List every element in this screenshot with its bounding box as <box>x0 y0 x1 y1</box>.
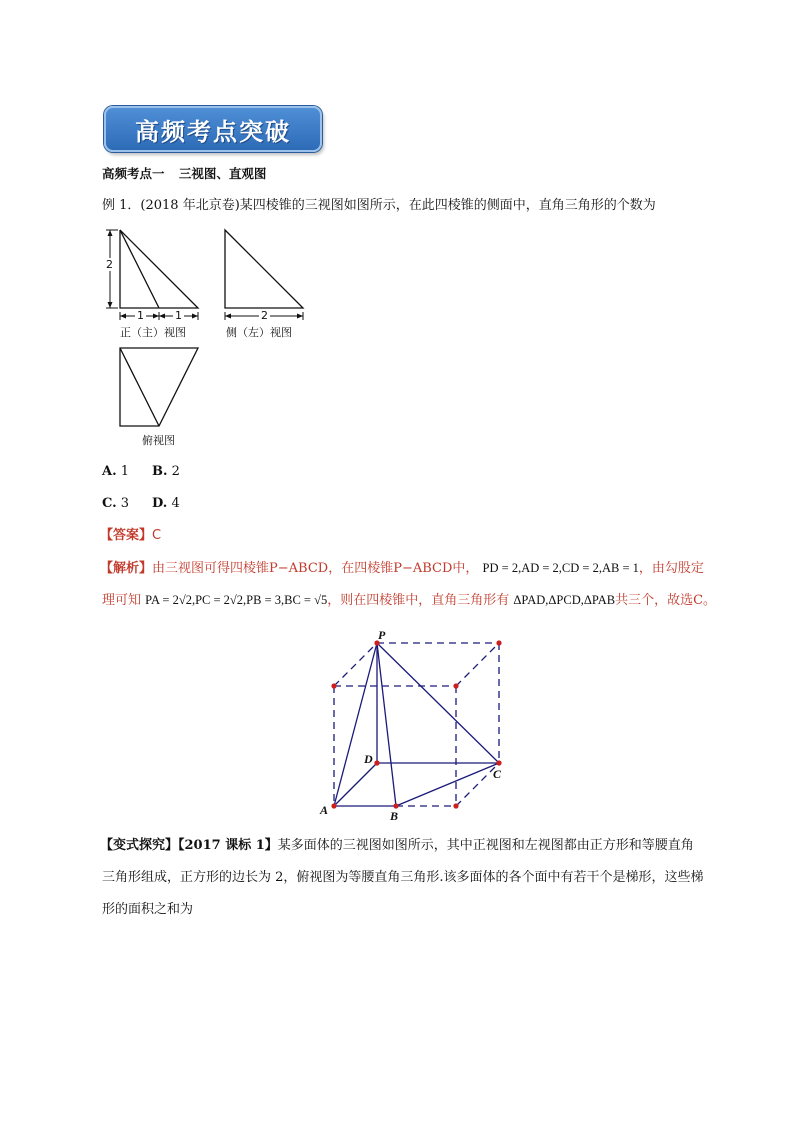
top-view <box>120 348 198 426</box>
answer-value: C <box>152 528 162 543</box>
side-view-label: 侧（左）视图 <box>226 326 292 339</box>
variant-line-1 <box>100 836 694 856</box>
option-d <box>152 494 180 514</box>
front-width-right-label: 1 <box>175 309 182 322</box>
option-c-key: C. <box>102 496 117 511</box>
option-d-key: D. <box>152 496 168 511</box>
vertex-label-p: P <box>378 628 386 642</box>
side-view <box>225 230 303 320</box>
analysis-math-2: PA = 2√2,PC = 2√2,PB = 3,BC = √5 <box>145 593 328 607</box>
front-width-left-label: 1 <box>137 309 144 322</box>
analysis-line-2 <box>102 590 716 611</box>
pyramid-figure <box>310 628 520 820</box>
front-view <box>106 230 198 320</box>
option-d-value: 4 <box>171 496 180 511</box>
vertex-label-b: B <box>390 809 399 820</box>
section-number: 高频考点一 <box>102 166 165 181</box>
variant-tag: 【变式探究】 <box>100 838 179 853</box>
analysis-math-1: PD = 2,AD = 2,CD = 2,AB = 1 <box>482 561 639 575</box>
option-a-key: A. <box>102 464 117 479</box>
analysis-text-2a: 理可知 <box>102 593 142 608</box>
front-height-label: 2 <box>106 258 113 271</box>
vertex-label-a: A <box>320 803 329 817</box>
option-c-value: 3 <box>120 496 130 511</box>
option-a <box>102 462 129 482</box>
answer-tag: 【答案】 <box>100 528 153 543</box>
option-b <box>152 462 180 482</box>
side-width-label: 2 <box>261 309 268 322</box>
variant-line-3: 形的面积之和为 <box>102 902 194 917</box>
analysis-text-2c: 共三个，故选C。 <box>615 593 717 608</box>
analysis-tag: 【解析】 <box>100 561 153 576</box>
top-view-label: 俯视图 <box>142 434 175 447</box>
answer-line <box>100 526 161 546</box>
option-a-value: 1 <box>120 464 130 479</box>
analysis-text-1b: ，由勾股定 <box>638 561 704 576</box>
section-heading <box>102 164 276 184</box>
variant-text-1: 某多面体的三视图如图所示，其中正视图和左视图都由正方形和等腰直角 <box>277 838 694 853</box>
section-title: 三视图、直观图 <box>178 166 267 181</box>
analysis-line-1 <box>100 558 704 579</box>
analysis-math-3: ΔPAD,ΔPCD,ΔPAB <box>513 593 616 607</box>
variant-source: 【2017 课标 1】 <box>178 838 278 853</box>
analysis-text-2b: ，则在四棱锥中，直角三角形有 <box>327 593 510 608</box>
front-view-label: 正（主）视图 <box>120 326 186 339</box>
option-b-key: B. <box>152 464 168 479</box>
section-banner: 高频考点突破 <box>104 106 322 152</box>
option-c <box>102 494 129 514</box>
analysis-text-1a: 由三视图可得四棱锥P−ABCD，在四棱锥P−ABCD中， <box>152 561 479 576</box>
variant-line-2: 三角形组成，正方形的边长为 2，俯视图为等腰直角三角形.该多面体的各个面中有若干个是梯形，这些梯 <box>102 870 704 885</box>
option-b-value: 2 <box>171 464 180 479</box>
vertex-label-c: C <box>493 767 502 781</box>
example-stem: 例 1．(2018 年北京卷)某四棱锥的三视图如图所示，在此四棱锥的侧面中，直角三角形的个数为 <box>102 198 656 213</box>
vertex-label-d: D <box>364 752 373 766</box>
